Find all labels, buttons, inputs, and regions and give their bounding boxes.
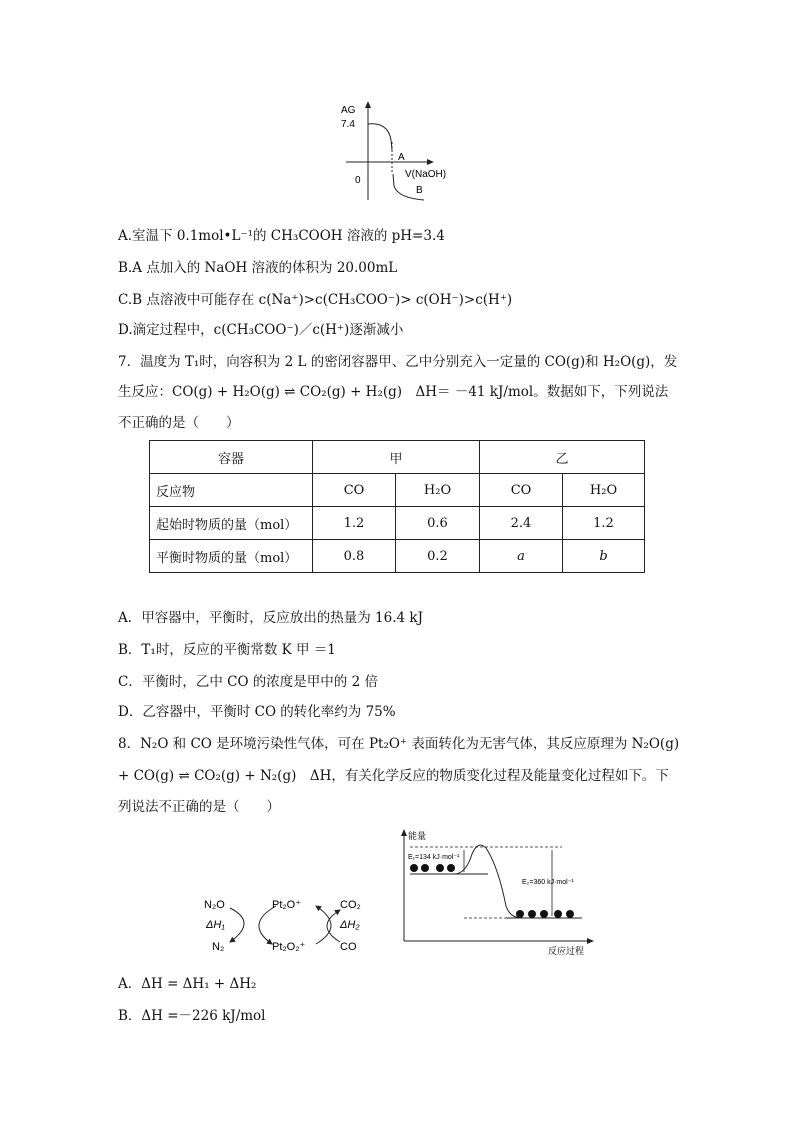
table-row xyxy=(150,441,645,474)
cycle-n2: N₂ xyxy=(212,941,225,953)
energy-y-label: 能量 xyxy=(408,831,427,841)
q8-stem-line3: 列说法不正确的是（ ） xyxy=(118,799,280,815)
q7-stem-line1: 7．温度为 T₁时，向容积为 2 L 的密闭容器甲、乙中分别充入一定量的 CO(g)和 H₂O(g)，发 xyxy=(118,354,678,370)
table-cell: 2.4 xyxy=(480,507,563,540)
table-row xyxy=(150,540,645,573)
energy-profile-diagram xyxy=(398,826,598,958)
table-cell: 0.2 xyxy=(396,540,480,573)
cycle-n2o: N₂O xyxy=(204,899,225,911)
q6-option-a: A.室温下 0.1mol•L⁻¹的 CH₃COOH 溶液的 pH=3.4 xyxy=(118,228,445,244)
q6-option-d: D.滴定过程中，c(CH₃COO⁻)／c(H⁺)逐渐减小 xyxy=(118,322,404,338)
table-header-jia: 甲 xyxy=(313,441,480,474)
q7-option-d: D．乙容器中，平衡时 CO 的转化率约为 75% xyxy=(118,704,396,720)
q7-option-b: B．T₁时，反应的平衡常数 K 甲 ＝1 xyxy=(118,642,336,658)
cycle-co: CO xyxy=(340,941,357,953)
q8-stem-line2: + CO(g) ⇌ CO₂(g) + N₂(g) ΔH，有关化学反应的物质变化过程及能量变化过程如下。下 xyxy=(118,768,669,784)
table-header-yi: 乙 xyxy=(480,441,645,474)
ag-y-arrow xyxy=(365,101,371,108)
table-header-container: 容器 xyxy=(150,441,313,474)
ag-y-tick: 7.4 xyxy=(341,119,355,130)
cycle-co2: CO₂ xyxy=(340,899,361,911)
q6-option-b: B.A 点加入的 NaOH 溶液的体积为 20.00mL xyxy=(118,260,398,276)
table-cell: H₂O xyxy=(396,474,480,507)
energy-reactant-molecules xyxy=(410,864,455,872)
ag-point-a: A xyxy=(398,152,405,163)
ag-point-b: B xyxy=(416,185,423,196)
cycle-dh1: ΔH₁ xyxy=(206,919,225,931)
energy-product-molecules xyxy=(516,910,574,918)
ag-curve-upper xyxy=(368,124,392,150)
q7-option-a: A．甲容器中，平衡时，反应放出的热量为 16.4 kJ xyxy=(118,610,423,626)
q8-option-a: A．ΔH = ΔH₁ + ΔH₂ xyxy=(118,976,257,992)
catalytic-cycle-diagram xyxy=(198,892,378,958)
ag-y-label: AG xyxy=(341,105,356,116)
table-cell: 起始时物质的量（mol） xyxy=(150,507,313,540)
table-row xyxy=(150,474,645,507)
table-cell: CO xyxy=(480,474,563,507)
ag-titration-graph xyxy=(338,98,458,206)
cycle-left-arc xyxy=(230,908,244,942)
cycle-left-inner-arc xyxy=(259,906,276,944)
table-cell: H₂O xyxy=(563,474,645,507)
cycle-pt2o2: Pt₂O₂⁺ xyxy=(272,941,306,953)
q7-option-c: C．平衡时，乙中 CO 的浓度是甲中的 2 倍 xyxy=(118,674,378,690)
table-row xyxy=(150,507,645,540)
cycle-dh2: ΔH₂ xyxy=(340,919,360,931)
q7-data-table xyxy=(149,440,645,573)
cycle-pt2o: Pt₂O⁺ xyxy=(272,899,302,911)
energy-e2-label: E₂=360 kJ·mol⁻¹ xyxy=(522,879,574,886)
table-cell: 平衡时物质的量（mol） xyxy=(150,540,313,573)
q8-stem-line1: 8．N₂O 和 CO 是环境污染性气体，可在 Pt₂O⁺ 表面转化为无害气体，其反应原理为 N₂O(g) xyxy=(118,736,680,752)
energy-y-arrow xyxy=(401,829,407,836)
table-cell: 0.6 xyxy=(396,507,480,540)
table-cell: 0.8 xyxy=(313,540,396,573)
table-cell: a xyxy=(480,540,563,573)
q7-stem-line3: 不正确的是（ ） xyxy=(118,415,240,431)
cycle-right-inner-arc xyxy=(327,910,340,942)
table-cell: 1.2 xyxy=(313,507,396,540)
ag-x-label: V(NaOH) xyxy=(405,169,447,180)
energy-e1-label: E₁=134 kJ·mol⁻¹ xyxy=(408,854,460,861)
table-cell: b xyxy=(563,540,645,573)
q6-option-c: C.B 点溶液中可能存在 c(Na⁺)>c(CH₃COO⁻)> c(OH⁻)>c(H⁺) xyxy=(118,292,513,308)
ag-origin-label: 0 xyxy=(355,175,361,186)
q8-option-b: B．ΔH =－226 kJ/mol xyxy=(118,1008,266,1024)
table-cell: 反应物 xyxy=(150,474,313,507)
table-cell: 1.2 xyxy=(563,507,645,540)
energy-x-label: 反应过程 xyxy=(548,946,585,956)
cycle-right-arc xyxy=(316,906,331,944)
ag-x-arrow xyxy=(427,159,434,165)
q7-stem-line2: 生反应：CO(g) + H₂O(g) ⇌ CO₂(g) + H₂(g) ΔH＝ －41 kJ/mol。数据如下，下列说法 xyxy=(118,384,669,400)
energy-x-arrow xyxy=(587,938,594,944)
table-cell: CO xyxy=(313,474,396,507)
